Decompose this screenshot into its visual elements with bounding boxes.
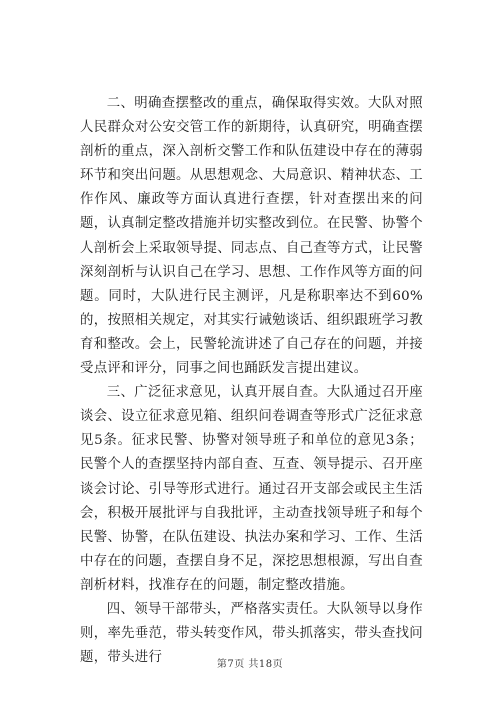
paragraph-rectification-focus: 二、明确查摆整改的重点，确保取得实效。大队对照人民群众对公安交管工作的新期待，认真研究，明确查摆剖析的重点，深入剖析交警工作和队伍建设中存在的薄弱环节和突出问题。从思想观念、大局意识、精神状态、工作作风、廉政等方面认真进行查摆，针对查摆出来的问题，认真制定整改措施并切实整改到位。在民警、协警个人剖析会上采取领导提、同志点、自己查等方式，让民警深刻剖析与认识自己在学习、思想、工作作风等方面的问题。同时，大队进行民主测评，凡是称职率达不到60%的，按照相关规定，对其实行诫勉谈话、组织跟班学习教育和整改。会上，民警轮流讲述了自己存在的问题，并接受点评和评分，同事之间也踊跃发言提出建议。 [80,96,423,377]
document-body [80,92,423,670]
paragraph-solicit-opinions: 三、广泛征求意见，认真开展自查。大队通过召开座谈会、设立征求意见箱、组织问卷调查等形式广泛征求意见5条。征求民警、协警对领导班子和单位的意见3条；民警个人的查摆坚持内部自查、互查、领导提示、召开座谈会讨论、引导等形式进行。通过召开支部会或民主生活会，积极开展批评与自我批评，主动查找领导班子和每个民警、协警，在队伍建设、执法办案和学习、工作、生活中存在的问题，查摆自身不足，深挖思想根源，写出自查剖析材料，找准存在的问题，制定整改措施。 [80,385,423,593]
paragraph-leadership-example: 四、领导干部带头，严格落实责任。大队领导以身作则，率先垂范，带头转变作风，带头抓落实，带头查找问题，带头进行 [80,601,423,666]
page-number-footer: 第7页 共18页 [216,659,284,670]
